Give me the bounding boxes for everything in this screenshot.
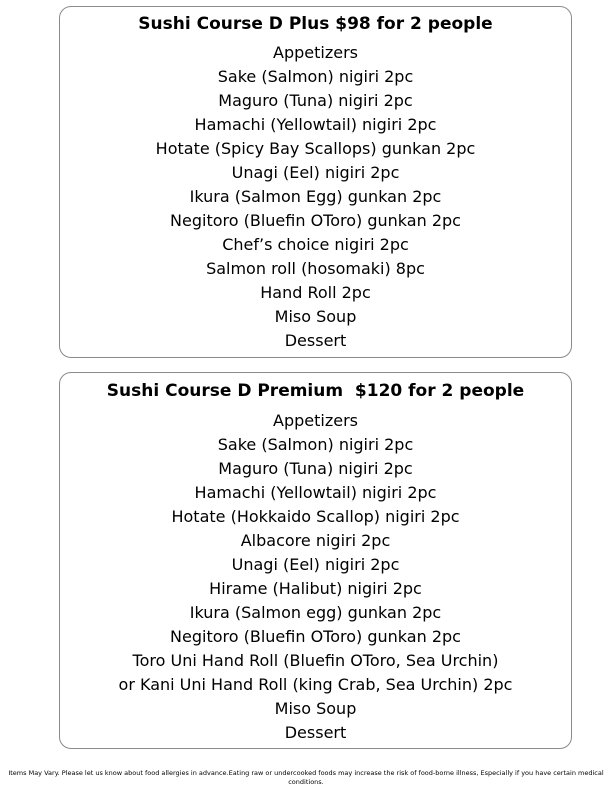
- course-item-list: [60, 34, 571, 353]
- course-item: Dessert: [284, 331, 347, 350]
- course-item: Albacore nigiri 2pc: [240, 531, 391, 550]
- course-item: Negitoro (Bluefin OToro) gunkan 2pc: [170, 627, 461, 646]
- course-title: Sushi Course D Plus $98 for 2 people: [138, 14, 493, 34]
- course-item: Hand Roll 2pc: [260, 283, 371, 302]
- course-item: Maguro (Tuna) nigiri 2pc: [218, 91, 413, 110]
- course-card-d-premium: [59, 372, 572, 749]
- course-item: Unagi (Eel) nigiri 2pc: [231, 163, 400, 182]
- course-item: Unagi (Eel) nigiri 2pc: [231, 555, 400, 574]
- course-card-d-plus: [59, 6, 572, 358]
- course-item: Appetizers: [273, 411, 358, 430]
- course-item: Dessert: [284, 723, 347, 742]
- course-item: Hotate (Spicy Bay Scallops) gunkan 2pc: [155, 139, 476, 158]
- course-item: Sake (Salmon) nigiri 2pc: [217, 435, 414, 454]
- course-item: Ikura (Salmon egg) gunkan 2pc: [189, 603, 442, 622]
- course-item: Maguro (Tuna) nigiri 2pc: [218, 459, 413, 478]
- course-title: Sushi Course D Premium $120 for 2 people: [106, 381, 525, 401]
- allergy-disclaimer: Items May Vary. Please let us know about food allergies in advance.Eating raw or undercooked foods may increase the risk of food-borne illness, Especially if you have certain medical conditions.: [8, 768, 604, 786]
- course-item: Sake (Salmon) nigiri 2pc: [217, 67, 414, 86]
- course-item: Chef’s choice nigiri 2pc: [222, 235, 409, 254]
- course-item: Ikura (Salmon Egg) gunkan 2pc: [189, 187, 442, 206]
- course-item: Appetizers: [273, 43, 358, 62]
- course-item-list: [60, 401, 571, 745]
- course-item: Miso Soup: [274, 307, 357, 326]
- course-item: Hotate (Hokkaido Scallop) nigiri 2pc: [171, 507, 460, 526]
- course-item: Hamachi (Yellowtail) nigiri 2pc: [194, 115, 437, 134]
- course-item: Hirame (Halibut) nigiri 2pc: [209, 579, 422, 598]
- course-item: or Kani Uni Hand Roll (king Crab, Sea Urchin) 2pc: [118, 675, 513, 694]
- course-item: Toro Uni Hand Roll (Bluefin OToro, Sea Urchin): [132, 651, 499, 670]
- course-item: Negitoro (Bluefin OToro) gunkan 2pc: [170, 211, 461, 230]
- course-item: Hamachi (Yellowtail) nigiri 2pc: [194, 483, 437, 502]
- course-item: Miso Soup: [274, 699, 357, 718]
- course-item: Salmon roll (hosomaki) 8pc: [206, 259, 425, 278]
